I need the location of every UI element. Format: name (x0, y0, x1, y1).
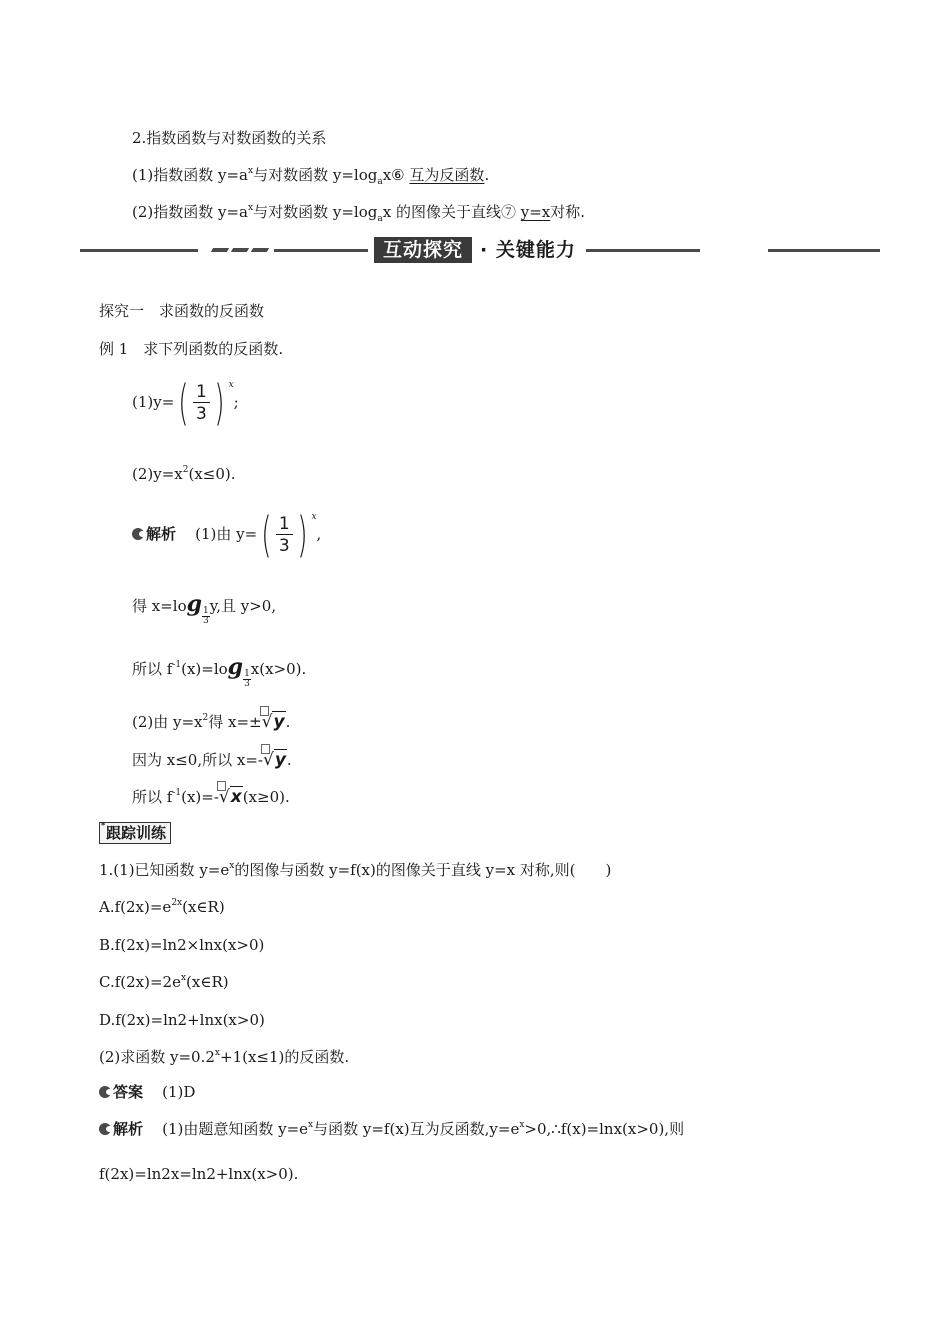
sqrt-y: √y (262, 712, 286, 732)
banner-label-box: 互动探究 (374, 237, 472, 263)
solution-line-6: 所以 $f^{-1}(x)=-$ √x(x≥0). (132, 787, 290, 807)
option-a: $A.f(2x)=e^{2x}(x\in R)$ (99, 898, 225, 916)
section-banner (80, 236, 880, 264)
option-c: $C.f(2x)=2e^x(x\in R)$ (99, 973, 229, 991)
solution-line-4: (2)由 $y=x^2$得 x=± √y. (132, 712, 290, 732)
training-solution-line-2: f(2x)=ln2x=ln2+lnx(x>0). (99, 1165, 299, 1183)
training-question-1: 1.(1)已知函数 $y=e^x$的图像与函数 y=f(x)的图像关于直线 y=x 对称,则( ) (99, 861, 612, 879)
blank-answer-6: 互为反函数 (409, 166, 485, 184)
option-b: B.f(2x)=ln2×lnx(x>0) (99, 936, 265, 954)
training-label: * 跟踪训练 (99, 822, 171, 844)
solution-line-5: 因为 x≤0,所以 x=- √y. (132, 750, 292, 770)
relation-paragraph-1: (1)指数函数 $y=a^x$与对数函数 $y=\log_ax⑥$ 互为反函数. (132, 166, 490, 187)
option-d: D.f(2x)=ln2+lnx(x>0) (99, 1011, 265, 1029)
sqrt-x: √x (219, 787, 243, 807)
relation-paragraph-2: (2)指数函数 $y=a^x$与对数函数 $y=\log_ax$ 的图像关于直线⑦ y=x对称. (132, 203, 586, 224)
example-title: 例 1 求下列函数的反函数. (99, 340, 284, 358)
answer-marker-icon (99, 1086, 111, 1098)
training-question-2: (2)求函数 $y=0.2^x+1(x\le 1)$的反函数. (99, 1048, 350, 1066)
solution-marker-icon (132, 528, 144, 540)
training-solution-line-1: 解析 (1)由题意知函数 $y=e^x$与函数 y=f(x)互为反函数$,y=e^x>0,\therefore f(x)=\ln x(x>0)$,则 (99, 1119, 684, 1139)
fraction-one-third: $\frac{1}{3}$ (193, 382, 210, 425)
question-1: (1)y=( $\frac{1}{3}$ ) $^x$; (132, 375, 239, 431)
solution-line-3: 所以 $f^{-1}(x)=\log$ $\frac{1}{3}x(x>0)$. (132, 654, 307, 689)
answer-line: 答案 (1)D (99, 1082, 195, 1102)
banner-label: · 关键能力 (480, 239, 576, 261)
blank-answer-7: y=x (520, 203, 551, 221)
section-heading: 2.指数函数与对数函数的关系 (132, 129, 327, 147)
question-2: $(2)y=x^2(x\le 0)$. (132, 465, 236, 483)
solution-marker-icon (99, 1123, 111, 1135)
solution-line-1: 解析 (1)由 y=( $\frac{1}{3}$ ) $^x$, (132, 510, 321, 559)
solution-line-2: 得 x=log $\frac{1}{3}y$,且 y>0, (132, 591, 277, 626)
explore-title: 探究一 求函数的反函数 (99, 302, 265, 320)
